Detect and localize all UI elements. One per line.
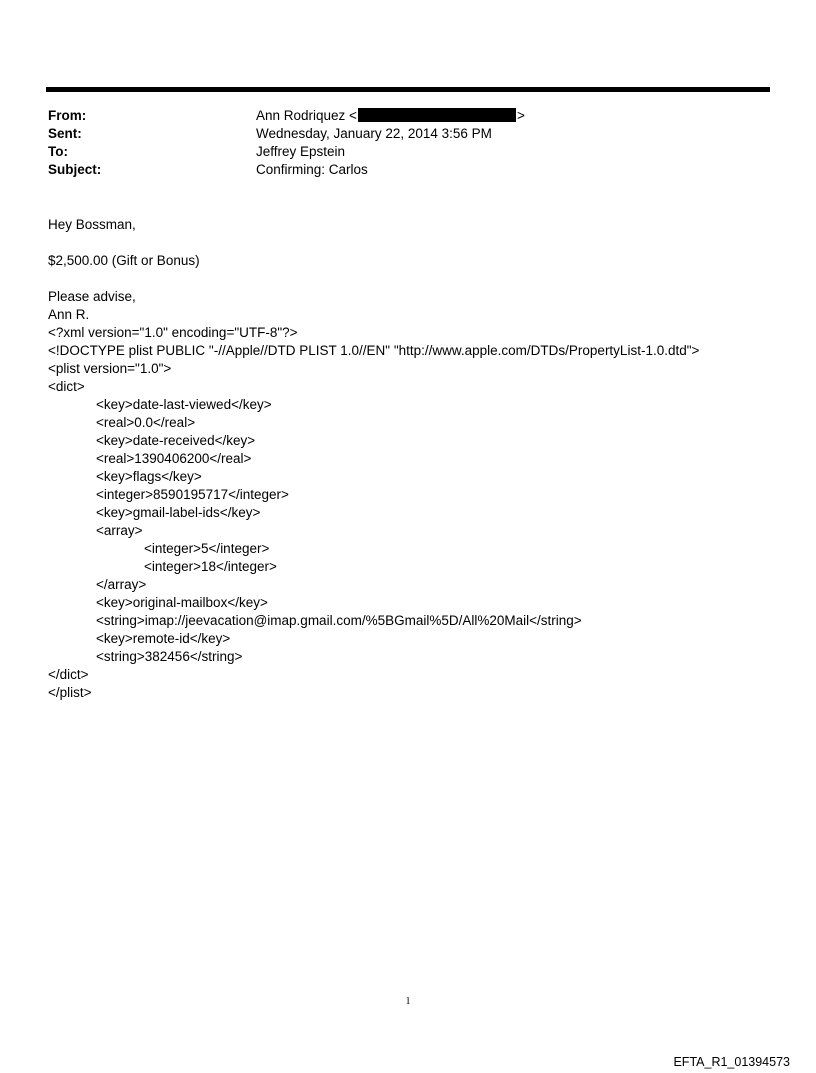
from-row [48,107,525,125]
from-label: From: [48,108,87,123]
subject-label: Subject: [48,162,102,177]
email-header [48,107,525,179]
to-value: Jeffrey Epstein [256,144,346,159]
plist-line: <key>remote-id</key> [96,631,231,646]
header-rule [46,87,770,92]
plist-line: <key>original-mailbox</key> [96,595,268,610]
from-close: > [516,108,525,123]
plist-line: <!DOCTYPE plist PUBLIC "-//Apple//DTD PLIST 1.0//EN" "http://www.apple.com/DTDs/PropertyList-1.0.dtd"> [48,343,700,358]
plist-line: <key>flags</key> [96,469,202,484]
plist-line: <integer>18</integer> [144,559,277,574]
subject-value: Confirming: Carlos [256,162,368,177]
to-label: To: [48,144,68,159]
page-number: 1 [405,996,411,1007]
plist-line: <key>gmail-label-ids</key> [96,505,261,520]
plist-line: <integer>8590195717</integer> [96,487,289,502]
to-row [48,143,525,161]
signature: Ann R. [48,307,90,322]
plist-line: <key>date-last-viewed</key> [96,397,272,412]
plist-line: <array> [96,523,143,538]
sent-row [48,125,525,143]
from-name: Ann Rodriquez < [256,108,357,123]
redaction-box [358,108,516,122]
email-body [48,216,699,702]
plist-line: <real>1390406200</real> [96,451,252,466]
plist-line: <real>0.0</real> [96,415,196,430]
plist-line: </array> [96,577,147,592]
amount-line: $2,500.00 (Gift or Bonus) [48,253,200,268]
document-id: EFTA_R1_01394573 [673,1055,790,1069]
plist-line: </dict> [48,667,89,682]
plist-line: <plist version="1.0"> [48,361,172,376]
subject-row [48,161,525,179]
sent-label: Sent: [48,126,82,141]
plist-line: <dict> [48,379,85,394]
plist-block [48,324,699,702]
plist-line: <?xml version="1.0" encoding="UTF-8"?> [48,325,298,340]
plist-line: <string>382456</string> [96,649,243,664]
advise-line: Please advise, [48,289,136,304]
from-value [256,107,525,125]
sent-value: Wednesday, January 22, 2014 3:56 PM [256,126,492,141]
plist-line: <key>date-received</key> [96,433,256,448]
greeting: Hey Bossman, [48,217,136,232]
plist-line: </plist> [48,685,92,700]
plist-line: <string>imap://jeevacation@imap.gmail.com/%5BGmail%5D/All%20Mail</string> [96,613,582,628]
plist-line: <integer>5</integer> [144,541,270,556]
